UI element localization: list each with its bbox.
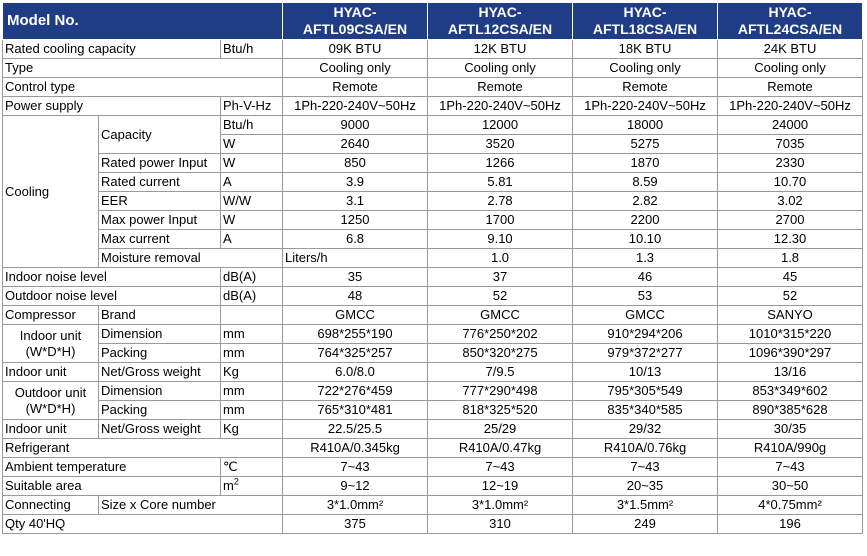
row-unit: ℃ — [221, 458, 283, 477]
row-unit: W — [221, 154, 283, 173]
cell-value: 52 — [718, 287, 863, 306]
cell-value: 52 — [428, 287, 573, 306]
outdoor-dimension-row — [3, 382, 863, 401]
outdoor-unit-label: Outdoor unit (W*D*H) — [3, 382, 99, 420]
outdoor-noise-row — [3, 287, 863, 306]
cell-value: 8.59 — [573, 173, 718, 192]
cell-value: R410A/0.47kg — [428, 439, 573, 458]
cell-value: 09K BTU — [283, 40, 428, 59]
cell-value: 3.02 — [718, 192, 863, 211]
control-type-row — [3, 78, 863, 97]
cell-value: 1Ph-220-240V~50Hz — [573, 97, 718, 116]
cell-value: Cooling only — [573, 59, 718, 78]
row-unit: mm — [221, 325, 283, 344]
rated-cooling-capacity-row — [3, 40, 863, 59]
row-sublabel: Packing — [99, 344, 221, 363]
cell-value: 18K BTU — [573, 40, 718, 59]
qty-row — [3, 515, 863, 534]
cell-value: 196 — [718, 515, 863, 534]
cell-value: 7/9.5 — [428, 363, 573, 382]
row-unit: Liters/h — [283, 249, 428, 268]
moisture-removal-row — [3, 249, 863, 268]
cell-value: Remote — [428, 78, 573, 97]
row-sublabel: Max power Input — [99, 211, 221, 230]
cell-value: 45 — [718, 268, 863, 287]
row-label: Indoor noise level — [3, 268, 221, 287]
row-label: Control type — [3, 78, 283, 97]
row-unit: Ph-V-Hz — [221, 97, 283, 116]
model-name: HYAC- AFTL12CSA/EN — [428, 3, 573, 40]
cell-value: 3*1.5mm² — [573, 496, 718, 515]
cell-value: 20~35 — [573, 477, 718, 496]
cell-value: 776*250*202 — [428, 325, 573, 344]
cell-value: 10/13 — [573, 363, 718, 382]
row-sublabel: Brand — [99, 306, 221, 325]
cell-value: 1Ph-220-240V~50Hz — [428, 97, 573, 116]
cell-value: 35 — [283, 268, 428, 287]
rated-power-input-row — [3, 154, 863, 173]
model-no-label: Model No. — [3, 3, 283, 40]
cell-value: Remote — [718, 78, 863, 97]
cell-value: 850 — [283, 154, 428, 173]
cell-value: 890*385*628 — [718, 401, 863, 420]
cell-value: 698*255*190 — [283, 325, 428, 344]
cell-value: 7~43 — [283, 458, 428, 477]
cell-value: 37 — [428, 268, 573, 287]
suitable-area-row — [3, 477, 863, 496]
cell-value: 1250 — [283, 211, 428, 230]
max-current-row — [3, 230, 863, 249]
cell-value: 979*372*277 — [573, 344, 718, 363]
rated-current-row — [3, 173, 863, 192]
cell-value: 777*290*498 — [428, 382, 573, 401]
row-sublabel: Packing — [99, 401, 221, 420]
cell-value: 9~12 — [283, 477, 428, 496]
cell-value: 24K BTU — [718, 40, 863, 59]
row-label: Indoor unit — [3, 363, 99, 382]
refrigerant-row — [3, 439, 863, 458]
cell-value: 12.30 — [718, 230, 863, 249]
cell-value: 7~43 — [573, 458, 718, 477]
cell-value: 2200 — [573, 211, 718, 230]
row-unit: Kg — [221, 420, 283, 439]
row-label: Refrigerant — [3, 439, 283, 458]
model-name: HYAC- AFTL24CSA/EN — [718, 3, 863, 40]
cell-value: 310 — [428, 515, 573, 534]
cell-value: 30~50 — [718, 477, 863, 496]
cell-value: GMCC — [283, 306, 428, 325]
cell-value: Cooling only — [283, 59, 428, 78]
cell-value: 6.8 — [283, 230, 428, 249]
cell-value: 1266 — [428, 154, 573, 173]
cell-value: 22.5/25.5 — [283, 420, 428, 439]
cell-value: 1Ph-220-240V~50Hz — [718, 97, 863, 116]
row-sublabel: Max current — [99, 230, 221, 249]
cell-value: 1096*390*297 — [718, 344, 863, 363]
cell-value: 7~43 — [718, 458, 863, 477]
cell-value: 10.10 — [573, 230, 718, 249]
cell-value: 5.81 — [428, 173, 573, 192]
cell-value: 9000 — [283, 116, 428, 135]
cell-value: 1.8 — [718, 249, 863, 268]
row-unit: A — [221, 230, 283, 249]
cell-value: 7035 — [718, 135, 863, 154]
cell-value: 30/35 — [718, 420, 863, 439]
cell-value: 3.9 — [283, 173, 428, 192]
row-label: Compressor — [3, 306, 99, 325]
row-unit: A — [221, 173, 283, 192]
ambient-temperature-row — [3, 458, 863, 477]
cooling-group-label: Cooling — [3, 116, 99, 268]
row-label: Type — [3, 59, 283, 78]
row-unit: dB(A) — [221, 268, 283, 287]
cell-value: 795*305*549 — [573, 382, 718, 401]
connecting-row — [3, 496, 863, 515]
row-sublabel: Dimension — [99, 325, 221, 344]
cell-value: 1870 — [573, 154, 718, 173]
outdoor-packing-row — [3, 401, 863, 420]
cell-value: 249 — [573, 515, 718, 534]
cell-value: 3520 — [428, 135, 573, 154]
header-row — [3, 3, 863, 40]
cell-value: Remote — [283, 78, 428, 97]
cell-value: 1.3 — [573, 249, 718, 268]
cell-value: 53 — [573, 287, 718, 306]
row-label: Suitable area — [3, 477, 221, 496]
indoor-weight-row — [3, 363, 863, 382]
cell-value: 1.0 — [428, 249, 573, 268]
cell-value: 10.70 — [718, 173, 863, 192]
row-sublabel: EER — [99, 192, 221, 211]
eer-row — [3, 192, 863, 211]
row-unit: W — [221, 135, 283, 154]
row-unit: Btu/h — [221, 116, 283, 135]
cooling-capacity-btu-row — [3, 116, 863, 135]
cell-value: 48 — [283, 287, 428, 306]
cell-value: 1700 — [428, 211, 573, 230]
row-unit: W — [221, 211, 283, 230]
cell-value: 9.10 — [428, 230, 573, 249]
cell-value: 7~43 — [428, 458, 573, 477]
row-sublabel: Size x Core number — [99, 496, 283, 515]
cell-value: 2.78 — [428, 192, 573, 211]
indoor-noise-row — [3, 268, 863, 287]
indoor-unit-label: Indoor unit (W*D*H) — [3, 325, 99, 363]
cell-value: R410A/0.76kg — [573, 439, 718, 458]
row-label: Indoor unit — [3, 420, 99, 439]
cell-value: 4*0.75mm² — [718, 496, 863, 515]
row-unit: mm — [221, 401, 283, 420]
row-unit: dB(A) — [221, 287, 283, 306]
cell-value: 2330 — [718, 154, 863, 173]
cell-value: 1010*315*220 — [718, 325, 863, 344]
row-unit: Btu/h — [221, 40, 283, 59]
cell-value: SANYO — [718, 306, 863, 325]
cell-value: 375 — [283, 515, 428, 534]
cell-value: 12000 — [428, 116, 573, 135]
row-label: Moisture removal — [99, 249, 283, 268]
model-name: HYAC- AFTL18CSA/EN — [573, 3, 718, 40]
indoor-packing-row — [3, 344, 863, 363]
cell-value: 3*1.0mm² — [283, 496, 428, 515]
cell-value: Cooling only — [718, 59, 863, 78]
cell-value: 46 — [573, 268, 718, 287]
row-sublabel: Net/Gross weight — [99, 363, 221, 382]
row-label: Rated cooling capacity — [3, 40, 221, 59]
cell-value: GMCC — [573, 306, 718, 325]
row-unit: Kg — [221, 363, 283, 382]
row-label: Ambient temperature — [3, 458, 221, 477]
cell-value: 3*1.0mm² — [428, 496, 573, 515]
max-power-input-row — [3, 211, 863, 230]
row-unit: W/W — [221, 192, 283, 211]
cell-value: 765*310*481 — [283, 401, 428, 420]
row-sublabel: Net/Gross weight — [99, 420, 221, 439]
row-label: Power supply — [3, 97, 221, 116]
indoor-dimension-row — [3, 325, 863, 344]
cell-value: 910*294*206 — [573, 325, 718, 344]
row-unit: mm — [221, 382, 283, 401]
cell-value: Remote — [573, 78, 718, 97]
spec-table — [2, 2, 863, 534]
row-label: Outdoor noise level — [3, 287, 221, 306]
model-name: HYAC- AFTL09CSA/EN — [283, 3, 428, 40]
cell-value: 818*325*520 — [428, 401, 573, 420]
cell-value: 835*340*585 — [573, 401, 718, 420]
cell-value: 2.82 — [573, 192, 718, 211]
row-sublabel: Rated power Input — [99, 154, 221, 173]
cell-value: 5275 — [573, 135, 718, 154]
cell-value: 850*320*275 — [428, 344, 573, 363]
cell-value: 12K BTU — [428, 40, 573, 59]
cell-value: 29/32 — [573, 420, 718, 439]
cell-value: R410A/990g — [718, 439, 863, 458]
cell-value: GMCC — [428, 306, 573, 325]
cell-value: 3.1 — [283, 192, 428, 211]
cell-value: 2700 — [718, 211, 863, 230]
row-sublabel: Dimension — [99, 382, 221, 401]
row-label: Connecting — [3, 496, 99, 515]
row-label: Qty 40'HQ — [3, 515, 283, 534]
cell-value: 12~19 — [428, 477, 573, 496]
cell-value: 853*349*602 — [718, 382, 863, 401]
cell-value: 18000 — [573, 116, 718, 135]
row-unit: $m^2$ — [221, 477, 283, 496]
cell-value: 2640 — [283, 135, 428, 154]
power-supply-row — [3, 97, 863, 116]
cell-value: 13/16 — [718, 363, 863, 382]
compressor-row — [3, 306, 863, 325]
cell-value: 1Ph-220-240V~50Hz — [283, 97, 428, 116]
cell-value: 25/29 — [428, 420, 573, 439]
outdoor-weight-row — [3, 420, 863, 439]
cell-value: 764*325*257 — [283, 344, 428, 363]
cell-value: 722*276*459 — [283, 382, 428, 401]
cell-value: 6.0/8.0 — [283, 363, 428, 382]
cell-value: R410A/0.345kg — [283, 439, 428, 458]
row-unit — [221, 306, 283, 325]
capacity-label: Capacity — [99, 116, 221, 154]
row-unit: mm — [221, 344, 283, 363]
type-row — [3, 59, 863, 78]
row-sublabel: Rated current — [99, 173, 221, 192]
cell-value: 24000 — [718, 116, 863, 135]
cell-value: Cooling only — [428, 59, 573, 78]
